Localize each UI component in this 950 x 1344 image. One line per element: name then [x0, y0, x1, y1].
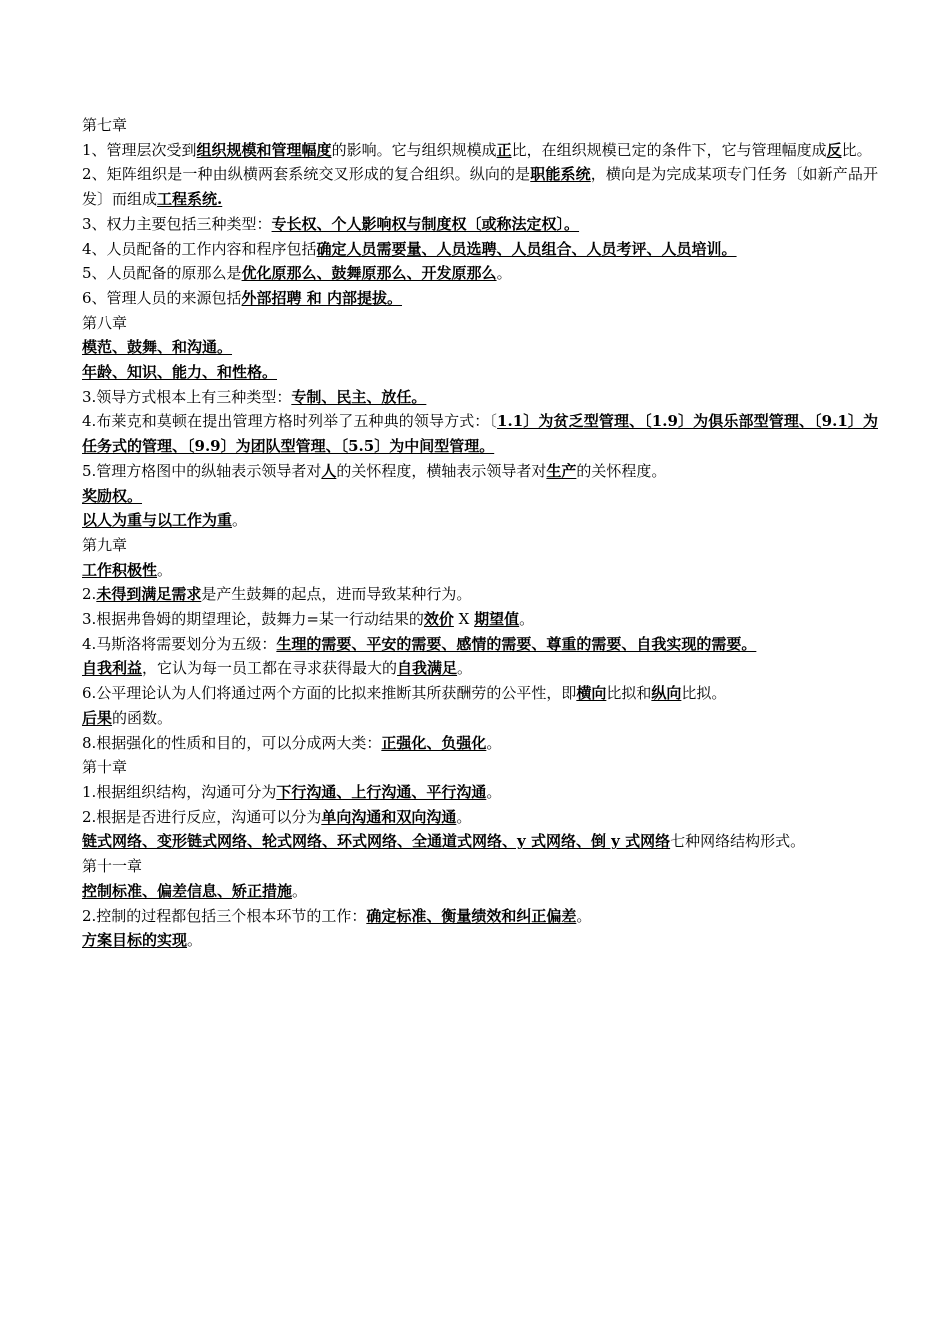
- answer-text: 反: [826, 140, 842, 159]
- answer-text: 组织规模和管理幅度: [196, 140, 332, 159]
- answer-text: 纵向: [651, 684, 682, 703]
- body-text: 2.控制的过程都包括三个根本环节的工作：: [82, 906, 367, 925]
- body-text: 2.根据是否进行反应，沟通可以分为: [82, 807, 322, 826]
- answer-text: 奖励权。: [82, 486, 143, 505]
- body-text: 4.布莱克和莫顿在提出管理方格时列举了五种典的领导方式：〔: [82, 412, 498, 431]
- answer-text: 生产: [546, 461, 577, 480]
- answer-text: 单向沟通和双向沟通: [321, 807, 457, 826]
- document-line: [82, 879, 878, 904]
- document-line: [82, 928, 878, 953]
- answer-text: 1.1〕为贫乏型管理、〔1.9〕为俱乐部型管理、〔9.1〕为任务式的管理、〔9.9〕为团队型管理、〔5.5〕为中间型管理。: [82, 412, 878, 456]
- answer-text: 未得到满足需求: [96, 585, 202, 604]
- body-text: 2、矩阵组织是一种由纵横两套系统交叉形成的复合组织。纵向的是: [82, 165, 531, 184]
- answer-text: 效价: [423, 610, 454, 629]
- answer-text: 模范、鼓舞、和沟通。: [82, 338, 233, 357]
- answer-text: 确定人员需要量、人员选聘、人员组合、人员考评、人员培训。: [316, 239, 737, 258]
- body-text: 。: [456, 807, 472, 826]
- document-line: [82, 829, 878, 854]
- document-line: [82, 582, 878, 607]
- body-text: 4、人员配备的工作内容和程序包括: [82, 239, 317, 258]
- document-page: [82, 113, 878, 953]
- body-text: 1.根据组织结构，沟通可分为: [82, 782, 277, 801]
- body-text: 比。: [841, 140, 872, 159]
- document-line: [82, 409, 878, 458]
- body-text: 3、权力主要包括三种类型：: [82, 214, 272, 233]
- answer-text: 人: [321, 461, 337, 480]
- answer-text: 工程系统.: [157, 190, 223, 209]
- body-text: 。: [486, 782, 502, 801]
- body-text: 。: [457, 659, 473, 678]
- body-text: 。: [519, 610, 535, 629]
- document-line: [82, 385, 878, 410]
- document-line: [82, 162, 878, 211]
- body-text: 。: [187, 931, 203, 950]
- body-text: 七种网络结构形式。: [670, 832, 806, 851]
- answer-text: 下行沟通、上行沟通、平行沟通: [276, 782, 487, 801]
- answer-text: 链式网络、变形链式网络、轮式网络、环式网络、全通道式网络、y 式网络、倒 y 式网络: [82, 832, 671, 851]
- document-line: [82, 656, 878, 681]
- answer-text: 年龄、知识、能力、和性格。: [82, 363, 278, 382]
- chapter-heading: [82, 113, 878, 138]
- body-text: 8.根据强化的性质和目的，可以分成两大类：: [82, 733, 382, 752]
- body-text: ，横向是为完成某项专门任务〔如新产品开发〕而组成: [82, 165, 878, 209]
- document-line: [82, 484, 878, 509]
- body-text: 。: [486, 733, 502, 752]
- document-line: [82, 607, 878, 632]
- document-line: [82, 706, 878, 731]
- answer-text: 控制标准、偏差信息、矫正措施: [82, 881, 293, 900]
- body-text: 第九章: [82, 535, 128, 554]
- body-text: 的函数。: [112, 708, 173, 727]
- document-line: [82, 459, 878, 484]
- document-line: [82, 731, 878, 756]
- body-text: 是产生鼓舞的起点，进而导致某种行为。: [201, 585, 472, 604]
- document-line: [82, 138, 878, 163]
- body-text: X: [453, 610, 475, 629]
- body-text: 第十一章: [82, 857, 143, 876]
- document-line: [82, 508, 878, 533]
- answer-text: 后果: [82, 708, 113, 727]
- body-text: 6.公平理论认为人们将通过两个方面的比拟来推断其所获酬劳的公平性，即: [82, 684, 577, 703]
- document-line: [82, 780, 878, 805]
- body-text: 1、管理层次受到: [82, 140, 197, 159]
- answer-text: 优化原那么、鼓舞原那么、开发原那么: [241, 264, 497, 283]
- body-text: 3.根据弗鲁姆的期望理论，鼓舞力=某一行动结果的: [82, 610, 424, 629]
- answer-text: 专长权、个人影响权与制度权〔或称法定权〕。: [271, 214, 580, 233]
- body-text: 6、管理人员的来源包括: [82, 288, 242, 307]
- document-line: [82, 212, 878, 237]
- body-text: 的关怀程度，横轴表示领导者对: [336, 461, 547, 480]
- body-text: 的关怀程度。: [576, 461, 667, 480]
- document-line: [82, 632, 878, 657]
- chapter-heading: [82, 854, 878, 879]
- body-text: 。: [496, 264, 512, 283]
- answer-text: 以人为重与以工作为重: [82, 511, 233, 530]
- document-line: [82, 237, 878, 262]
- body-text: 比拟和: [606, 684, 652, 703]
- document-line: [82, 558, 878, 583]
- document-line: [82, 805, 878, 830]
- body-text: 比，在组织规模已定的条件下，它与管理幅度成: [511, 140, 827, 159]
- body-text: 第八章: [82, 313, 128, 332]
- chapter-heading: [82, 533, 878, 558]
- answer-text: 横向: [576, 684, 607, 703]
- answer-text: 生理的需要、平安的需要、感情的需要、尊重的需要、自我实现的需要。: [276, 634, 757, 653]
- chapter-heading: [82, 311, 878, 336]
- document-line: [82, 904, 878, 929]
- answer-text: 期望值: [474, 610, 520, 629]
- chapter-heading: [82, 755, 878, 780]
- body-text: 3.领导方式根本上有三种类型：: [82, 387, 292, 406]
- body-text: 。: [292, 881, 308, 900]
- document-line: [82, 360, 878, 385]
- answer-text: 确定标准、衡量绩效和纠正偏差: [366, 906, 577, 925]
- body-text: 比拟。: [681, 684, 727, 703]
- document-line: [82, 335, 878, 360]
- body-text: 5.管理方格图中的纵轴表示领导者对: [82, 461, 322, 480]
- body-text: 。: [576, 906, 592, 925]
- body-text: 5、人员配备的原那么是: [82, 264, 242, 283]
- document-line: [82, 681, 878, 706]
- answer-text: 职能系统: [530, 165, 591, 184]
- answer-text: 正: [496, 140, 512, 159]
- body-text: 。: [157, 560, 173, 579]
- answer-text: 外部招聘 和 内部提拔。: [241, 288, 402, 307]
- body-text: ，它认为每一员工都在寻求获得最大的: [142, 659, 398, 678]
- body-text: 的影响。它与组织规模成: [331, 140, 497, 159]
- answer-text: 工作积极性: [82, 560, 158, 579]
- body-text: 第七章: [82, 116, 128, 134]
- body-text: 4.马斯洛将需要划分为五级：: [82, 634, 277, 653]
- answer-text: 正强化、负强化: [381, 733, 487, 752]
- body-text: 。: [232, 511, 248, 530]
- answer-text: 自我利益: [82, 659, 143, 678]
- answer-text: 方案目标的实现: [82, 931, 188, 950]
- answer-text: 自我满足: [397, 659, 458, 678]
- document-line: [82, 286, 878, 311]
- body-text: 第十章: [82, 758, 128, 777]
- body-text: 2.: [82, 585, 97, 604]
- answer-text: 专制、民主、放任。: [291, 387, 427, 406]
- document-line: [82, 261, 878, 286]
